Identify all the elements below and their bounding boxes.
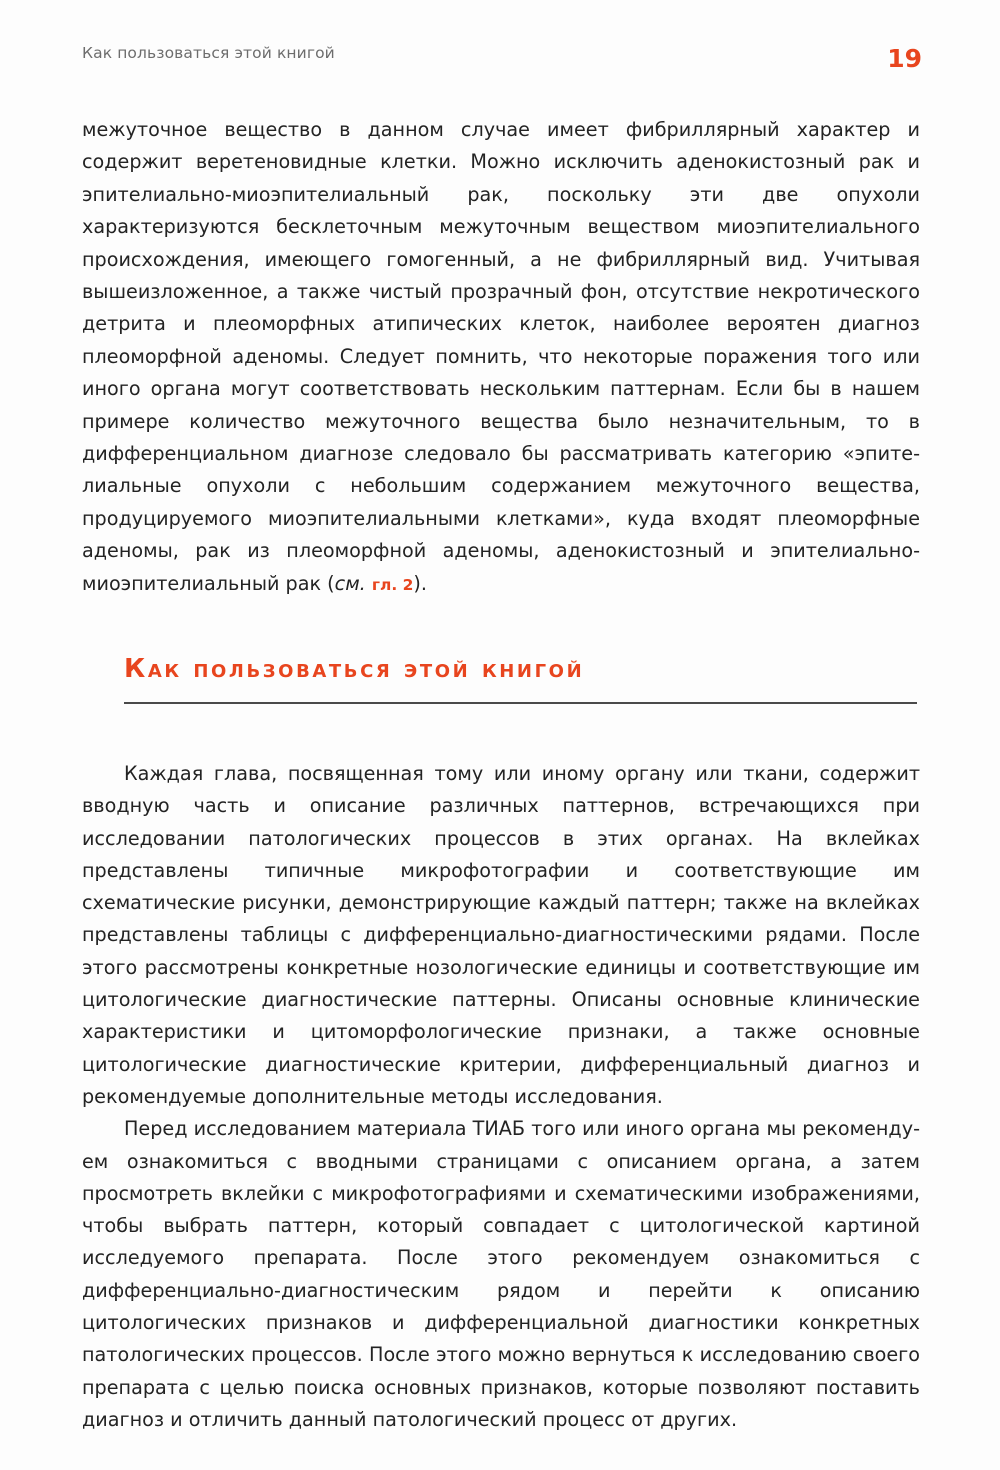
paragraph-text: межуточное вещество в данном случае имеет фибриллярный характер и содержит веретеновидные клетки. Можно исключить аденокистозный рак и эпителиально-миоэпителиальный рак, поскольку эти две опухоли характеризуются бесклеточным межуточным веществом миоэпителиального происхождения, имеющего гомогенный, а не фибриллярный вид. Учитывая вышеизложенное, а также чистый прозрачный фон, отсутствие некротического детрита и плеоморфных атипических клеток, наиболее вероятен диагноз плеоморфной аденомы. Следует помнить, что некоторые поражения того или иного органа могут соответствовать нескольким паттернам. Если бы в нашем примере количество межуточного вещества было незначительным, то в дифференциальном диагнозе следовало бы рассматривать категорию «эпителиальные опухоли с небольшим содержанием межуточного вещества, продуцируемого миоэпителиальными клетками», куда входят плеоморфные аденомы, рак из плеоморфной аденомы, аденокистозный и эпителиально-миоэпителиальный рак ( [82,118,920,595]
continued-paragraph [82,114,920,601]
section-heading: Как пользоваться этой книгой [124,654,585,684]
chapter-cross-reference-link[interactable]: гл. 2 [371,575,414,594]
section-paragraph-2: Перед исследованием материала ТИАБ того или иного органа мы рекомендуем ознакомиться с вводными страницами с описанием органа, а затем просмотреть вклейки с микрофотографиями и схематическими изображениями, чтобы выбрать паттерн, который совпадает с цитологической картиной исследуемого препарата. После этого рекомендуем ознакомиться с дифференциально-диагностическим рядом и перейти к описанию цитологических признаков и дифференциальной диагностики конкретных патологических процессов. После этого можно вернуться к исследованию своего препарата с целью поиска основных признаков, которые позволяют поставить диагноз и отличить данный патологический процесс от других. [82,1117,920,1431]
heading-underline-rule [124,702,917,704]
see-abbrev: см. [334,571,366,595]
running-header-title: Как пользоваться этой книгой [82,44,335,62]
page-number: 19 [887,44,922,73]
continued-paragraph-block [82,114,920,601]
paragraph-text-end: ). [413,571,428,595]
section-body [82,758,920,1436]
section-paragraph-1: Каждая глава, посвященная тому или иному органу или ткани, содержит вводную часть и описание различных паттернов, встречающихся при исследовании патологических процессов в этих органах. На вклейках представлены типичные микрофотографии и соответствующие им схематические рисунки, демонстрирующие каждый паттерн; также на вклейках представлены таблицы с дифференциально-диагностическими рядами. После этого рассмотрены конкретные нозологические единицы и соответствующие им цитологические диагностические паттерны. Описаны основные клинические характеристики и цитоморфологические признаки, а также основные цитологические диагностические критерии, дифференциальный диагноз и рекомендуемые дополнительные методы исследования. [82,762,920,1108]
